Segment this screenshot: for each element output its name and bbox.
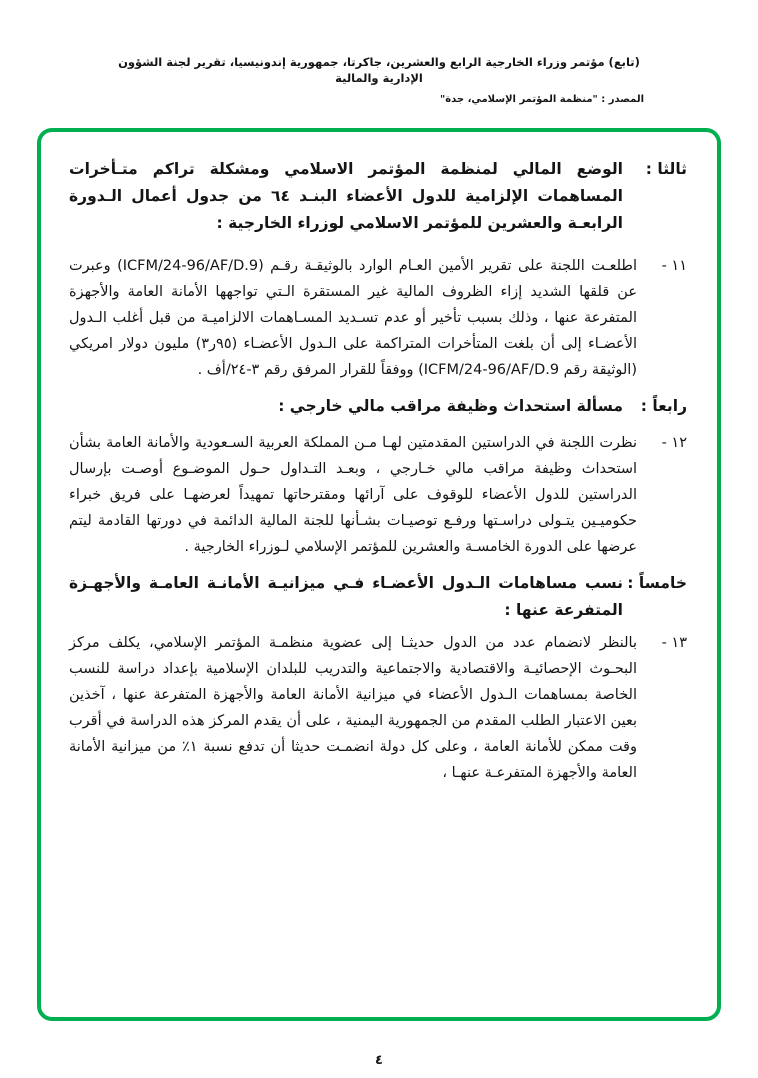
section-label: رابعاً : bbox=[640, 397, 687, 415]
section-title: الوضع المالي لمنظمة المؤتمر الاسلامي ومشكلة تراكم متـأخرات المساهمات الإلزامية للدول الأعضاء البنـد ٦٤ من جدول أعمال الـدورة الرابعـة والعشرين للمؤتمر الاسلامي لوزراء الخارجية : bbox=[69, 160, 623, 232]
paragraph-text: اطلعـت اللجنة على تقرير الأمين العـام الوارد بالوثيقـة رقـم (ICFM/24-96/AF/D.9) وعبرت عن قلقها الشديد إزاء الظروف المالية غير المستقرة الـتي تواجهها الأمانة العامة والأجهزة المتفرعة عنها ، وذلك بسبب تأخير أو عدم تسـديد المسـاهمات الالزاميـة من قبل أغلب الـدول الأعضـاء إلى أن بلغت المتأخرات المتراكمة على الـدول الأعضـاء (٩٥ر٣) مليون دولار امريكي (الوثيقة رقم ICFM/24-96/AF/D.9) ووفقاً للقرار المرفق رقم ٣-٢٤/أف . bbox=[69, 258, 637, 378]
paragraph-number: ١١ - bbox=[661, 258, 687, 274]
paragraph-13 bbox=[69, 630, 687, 786]
section-title: مسألة استحداث وظيفة مراقب مالي خارجي : bbox=[278, 397, 623, 415]
header-source: المصدر : "منظمة المؤتمر الإسلامي، جدة" bbox=[439, 94, 644, 105]
paragraph-number: ١٢ - bbox=[661, 435, 687, 451]
section-title: نسب مساهامات الـدول الأعضـاء فـي ميزانيـة الأمانـة العامـة والأجهـزة المتفرعة عنها : bbox=[69, 574, 623, 619]
content-frame bbox=[37, 128, 721, 1021]
paragraph-11 bbox=[69, 253, 687, 383]
document-header bbox=[112, 54, 646, 105]
page-number: ٤ bbox=[375, 1053, 383, 1068]
section-member-states-contributions bbox=[69, 570, 687, 786]
header-title: (تابع) مؤتمر وزراء الخارجية الرابع والعشرين، جاكرتا، جمهورية إندونيسيا، تقرير لجنة الشؤون الإدارية والمالية bbox=[118, 55, 640, 85]
section-heading bbox=[69, 393, 687, 420]
section-financial-situation bbox=[69, 156, 687, 383]
paragraph-text: بالنظر لانضمام عدد من الدول حديثـا إلى عضوية منظمـة المؤتمر الإسلامي، يكلف مركز البحـوث الإحصائيـة والاقتصادية والاجتماعية والتدريب للبلدان الإسلامية بإعداد دراسة للنسب الخاصة بمساهمات الـدول الأعضاء في ميزانية الأمانة العامة والأجهزة المتفرعة عنها ، آخذين بعين الاعتبار الطلب المقدم من الجمهورية اليمنية ، على أن يقدم المركز هذه الدراسة في أقرب وقت ممكن للأمانة العامة ، وعلى كل دولة انضمـت حديثا أن تدفع نسبة ١٪ من ميزانية الأمانة العامة والأجهزة المتفرعـة عنهـا ، bbox=[69, 635, 637, 781]
section-heading bbox=[69, 156, 687, 237]
section-external-financial-controller bbox=[69, 393, 687, 560]
paragraph-text: نظرت اللجنة في الدراستين المقدمتين لهـا مـن المملكة العربية السـعودية والأمانة العامة بشأن استحداث وظيفة مراقب مالي خـارجي ، وبعـد التـداول حـول الموضـوع أوصـت بإرسال الدراستين للدول الأعضاء للوقوف على آرائها ومقترحاتها تمهيداً لعرضهـا على فريق خبراء حكوميـين يتـولى دراسـتها ورفـع توصيـات بشـأنها للجنة المالية الدائمة في دورتها القادمة ليتم عرضها على الدورة الخامسـة والعشرين للمؤتمر الإسلامي لـوزراء الخارجية . bbox=[69, 435, 637, 555]
section-label: ثالثا : bbox=[645, 160, 687, 178]
section-heading bbox=[69, 570, 687, 624]
paragraph-12 bbox=[69, 430, 687, 560]
paragraph-number: ١٣ - bbox=[661, 635, 687, 651]
section-label: خامساً : bbox=[627, 574, 687, 592]
